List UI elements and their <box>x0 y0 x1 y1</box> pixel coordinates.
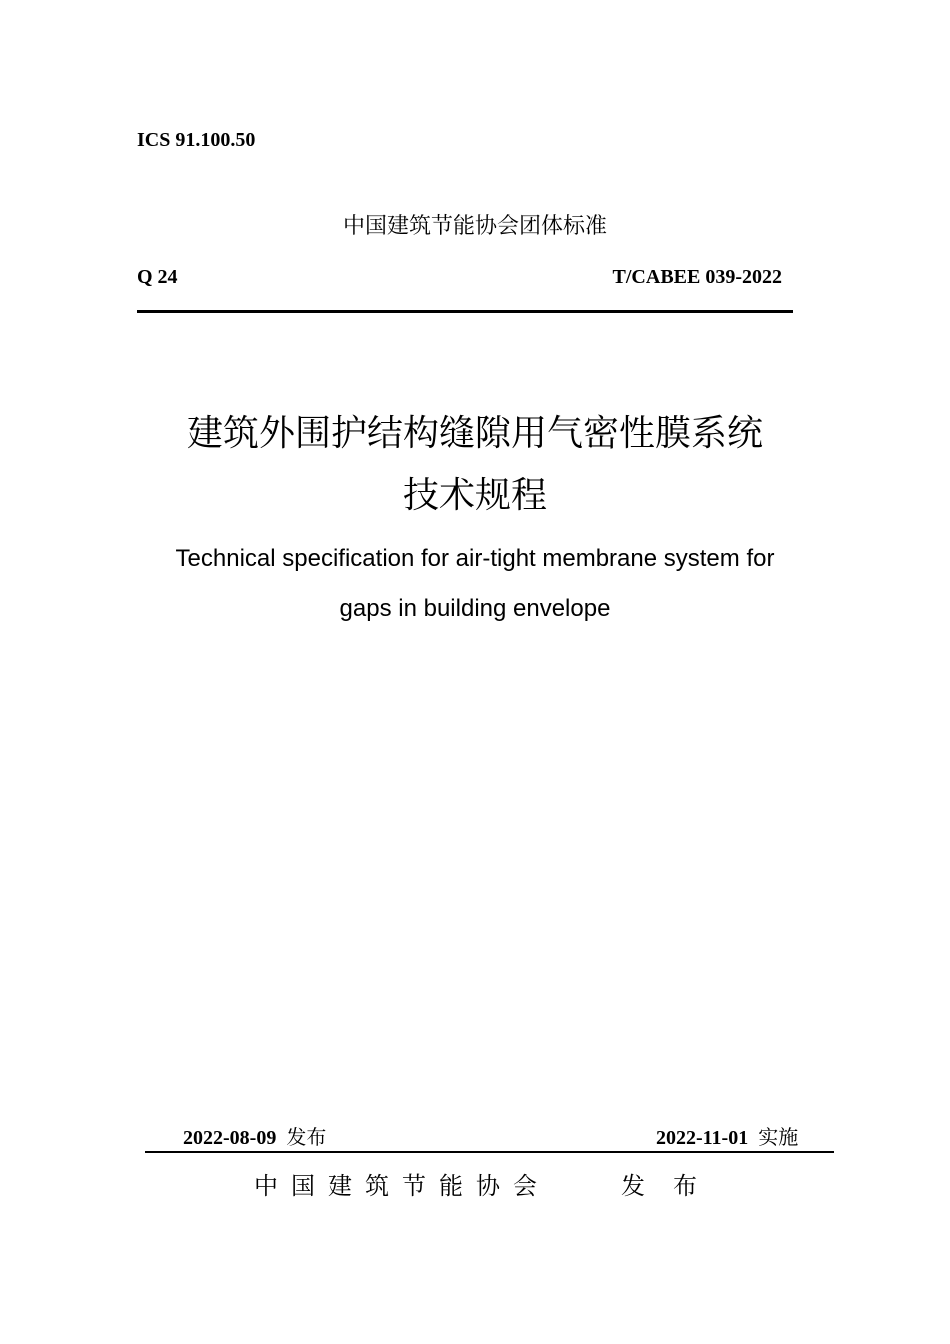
issue-date-group <box>183 1124 326 1151</box>
ics-code: ICS 91.100.50 <box>137 129 256 151</box>
issue-date: 2022-08-09 <box>183 1127 277 1149</box>
implementation-date-group <box>656 1124 798 1151</box>
title-cn-line2: 技术规程 <box>402 475 547 516</box>
issue-label: 发布 <box>286 1125 327 1149</box>
org-standard-title: 中国建筑节能协会团体标准 <box>342 214 607 239</box>
title-en-line1: Technical specification for air-tight membrane system for <box>175 545 775 572</box>
classification-code: Q 24 <box>137 266 178 288</box>
title-en-line2: gaps in building envelope <box>339 595 611 622</box>
title-cn-line1: 建筑外围护结构缝隙用气密性膜系统 <box>186 413 763 454</box>
implementation-date: 2022-11-01 <box>656 1127 749 1149</box>
publish-word: 发布 <box>621 1172 725 1200</box>
footer-divider <box>145 1151 834 1153</box>
header-divider <box>137 310 793 313</box>
publisher-name: 中国建筑节能协会 <box>254 1172 550 1200</box>
implementation-label: 实施 <box>758 1125 799 1149</box>
standard-number: T/CABEE 039-2022 <box>612 266 782 288</box>
